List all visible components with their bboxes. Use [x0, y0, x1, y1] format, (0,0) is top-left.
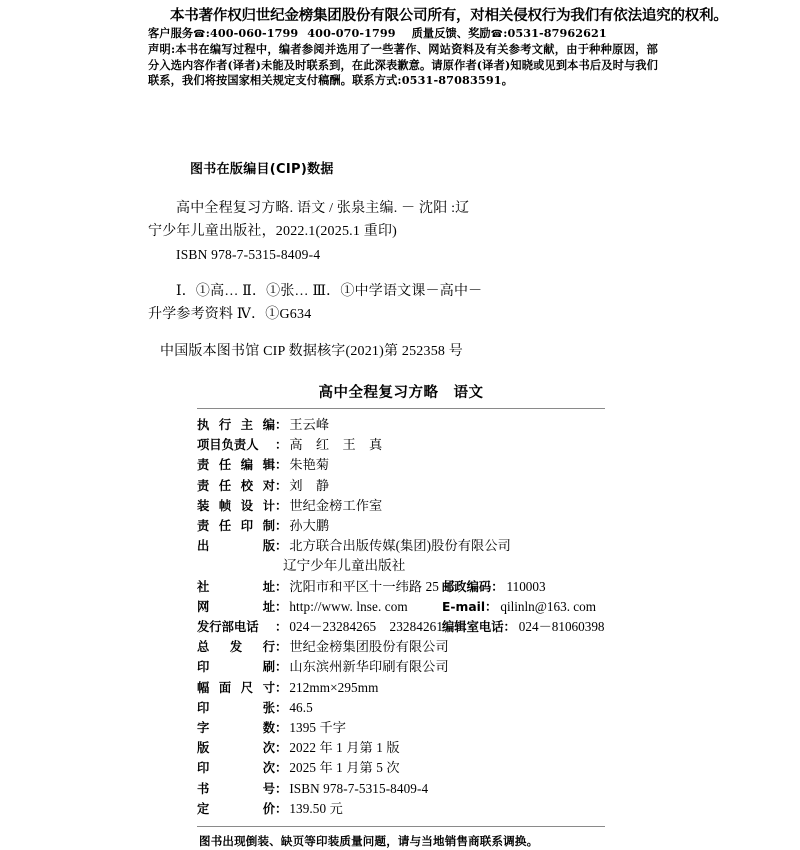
colophon-row — [197, 698, 605, 718]
colophon-row-colon: ： — [275, 519, 288, 534]
customer-service-phone-2: 400-070-1799 — [307, 26, 396, 40]
cip-registration-number: 中国版本图书馆 CIP 数据核字(2021)第 252358 号 — [160, 344, 463, 359]
colophon-row-colon: ： — [275, 781, 288, 796]
colophon-row-label: 发行部电话 — [197, 620, 259, 635]
colophon-row-colon: ： — [275, 438, 288, 453]
copyright-headline: 本书著作权归世纪金榜集团股份有限公司所有，对相关侵权行为我们有依法追究的权利。 — [170, 8, 728, 24]
colophon-row-label: 出版 — [197, 539, 275, 554]
colophon-row-value-2: 024－81060398 — [518, 619, 605, 635]
colophon-row-colon: ： — [275, 418, 288, 432]
colophon-row-colon: ： — [275, 478, 288, 493]
cip-heading: 图书在版编目(CIP)数据 — [190, 162, 334, 177]
colophon-row-value-2: 110003 — [506, 578, 546, 594]
colophon-row-label: 幅面尺寸 — [197, 680, 275, 695]
colophon-row — [197, 455, 605, 475]
colophon-row-value: 1395 千字 — [289, 720, 347, 736]
colophon-row — [197, 718, 605, 738]
colophon-row — [197, 738, 605, 758]
colophon-row-colon: ： — [275, 539, 288, 554]
colophon-row-label: 项目负责人 — [197, 438, 259, 453]
quality-feedback-phone: 0531-87962621 — [507, 26, 607, 40]
quality-exchange-note: 图书出现倒装、缺页等印装质量问题，请与当地销售商联系调换。 — [199, 834, 539, 849]
colophon-row-label: 装帧设计 — [197, 498, 275, 513]
colophon-row-label: 责任印制 — [197, 519, 275, 534]
colophon-row-colon: ： — [275, 599, 288, 614]
colophon-row-label: 执行主编 — [197, 418, 275, 432]
colophon-row-secondary — [442, 617, 605, 637]
colophon-row-label-2: 编辑室电话： — [442, 620, 516, 635]
cip-title-line-2: 宁少年儿童出版社，2022.1(2025.1 重印) — [148, 224, 398, 239]
colophon-row-colon: ： — [275, 620, 288, 635]
colophon-row-colon: ： — [275, 761, 288, 776]
colophon-row — [197, 617, 605, 637]
cip-classification-line-1: Ⅰ．①高… Ⅱ．①张… Ⅲ．①中学语文课－高中－ — [176, 284, 483, 299]
colophon-row-label: 书号 — [197, 781, 275, 796]
colophon-row — [197, 758, 605, 778]
cip-spacer-2 — [148, 326, 568, 340]
colophon-row-label: 总发行 — [197, 640, 275, 655]
colophon-row-colon: ： — [275, 741, 288, 756]
colophon-row-label: 网址 — [197, 599, 275, 614]
colophon-row-label: 社址 — [197, 579, 275, 594]
colophon-row-value: 46.5 — [289, 699, 313, 715]
copyright-declaration-block — [148, 6, 728, 89]
colophon-row — [197, 435, 605, 455]
colophon-row-label: 版次 — [197, 741, 275, 756]
colophon-row-value: 刘 静 — [289, 477, 330, 493]
colophon-row-value: 212mm×295mm — [289, 679, 379, 695]
colophon-row-value: 024－23284265 23284261 — [289, 619, 444, 635]
colophon-top-divider — [197, 408, 605, 409]
colophon-row-value: 山东滨州新华印刷有限公司 — [289, 659, 449, 675]
cip-block — [148, 160, 568, 363]
colophon-row-label: 字数 — [197, 721, 275, 736]
colophon-row — [197, 577, 605, 597]
colophon-row-colon: ： — [275, 660, 288, 675]
cip-spacer — [148, 266, 568, 280]
colophon-row-value: 139.50 元 — [289, 800, 343, 816]
cip-classification-line-2: 升学参考资料 Ⅳ．①G634 — [148, 307, 312, 322]
colophon-row-colon: ： — [275, 640, 288, 655]
colophon-row — [197, 597, 605, 617]
colophon-row — [197, 476, 605, 496]
colophon-row-value: 世纪金榜集团股份有限公司 — [289, 639, 449, 655]
colophon-row-colon: ： — [275, 721, 288, 736]
colophon-row-colon: ： — [275, 498, 288, 513]
colophon-row — [197, 799, 605, 819]
colophon-row — [197, 415, 605, 435]
colophon-row — [197, 678, 605, 698]
colophon-row-secondary — [442, 577, 546, 597]
colophon-block — [197, 383, 605, 850]
cip-isbn: ISBN 978-7-5315-8409-4 — [176, 247, 321, 262]
colophon-row-label: 责任编辑 — [197, 458, 275, 473]
declaration-paragraph: 声明:本书在编写过程中，编者参阅并选用了一些著作、网站资料及有关参考文献，由于种种原因，部分入选内容作者(译者)未能及时联系到，在此深表歉意。请原作者(译者)知晓或见到本书后及时与我们联系，我们将按国家相关规定支付稿酬。联系方式:0531-87083591。 — [148, 42, 658, 88]
colophon-row-label-2: 邮政编码： — [442, 579, 504, 594]
colophon-row — [197, 536, 605, 556]
colophon-row — [197, 657, 605, 677]
colophon-row-value: 2025 年 1 月第 5 次 — [289, 760, 400, 776]
colophon-row-value: 孙大鹏 — [289, 518, 330, 534]
telephone-icon-2: ☎ — [490, 29, 504, 40]
quality-feedback-label: 质量反馈、奖励 — [411, 26, 491, 40]
colophon-row — [197, 779, 605, 799]
colophon-row-colon: ： — [275, 700, 288, 715]
colophon-row-value: 沈阳市和平区十一纬路 25 号 — [289, 578, 456, 594]
colophon-row-value: 2022 年 1 月第 1 版 — [289, 740, 400, 756]
colophon-row-label: 印次 — [197, 761, 275, 776]
customer-service-phone-1: 400-060-1799 — [209, 26, 299, 40]
colophon-row-subvalue: 辽宁少年儿童出版社 — [283, 558, 406, 574]
colophon-row-colon: ： — [275, 458, 288, 473]
colophon-row-value: http://www. lnse. com — [289, 598, 408, 614]
colophon-row — [197, 496, 605, 516]
colophon-row-label: 印刷 — [197, 660, 275, 675]
colophon-row-label: 责任校对 — [197, 478, 275, 493]
colophon-row-label: 定价 — [197, 801, 275, 816]
colophon-row — [197, 637, 605, 657]
colophon-row-value: 高 红 王 真 — [289, 437, 383, 453]
customer-service-line: 客户服务☎:400-060-1799 400-070-1799 质量反馈、奖励☎:0531-87962621 — [148, 26, 607, 40]
colophon-row-value: 北方联合出版传媒(集团)股份有限公司 — [289, 538, 511, 554]
telephone-icon: ☎ — [193, 29, 206, 40]
colophon-row — [197, 516, 605, 536]
colophon-row-colon: ： — [275, 680, 288, 695]
colophon-row-colon: ： — [275, 801, 288, 816]
colophon-row-value-2: qilinln@163. com — [500, 598, 597, 614]
colophon-row-value: 朱艳菊 — [289, 457, 330, 473]
colophon-row-colon: ： — [275, 579, 288, 594]
cip-title-line-1: 高中全程复习方略. 语文 / 张泉主编. － 沈阳 :辽 — [176, 201, 470, 216]
colophon-row-label: 印张 — [197, 700, 275, 715]
colophon-row-label-2: E-mail： — [442, 599, 498, 614]
colophon-row-value: 王云峰 — [289, 417, 330, 432]
colophon-row-value: 世纪金榜工作室 — [289, 497, 383, 513]
colophon-row-value: ISBN 978-7-5315-8409-4 — [289, 780, 429, 796]
colophon-rows — [197, 415, 605, 819]
colophon-title: 高中全程复习方略 语文 — [318, 385, 484, 401]
colophon-row-secondary — [442, 597, 596, 617]
customer-service-label: 客户服务 — [148, 26, 194, 40]
